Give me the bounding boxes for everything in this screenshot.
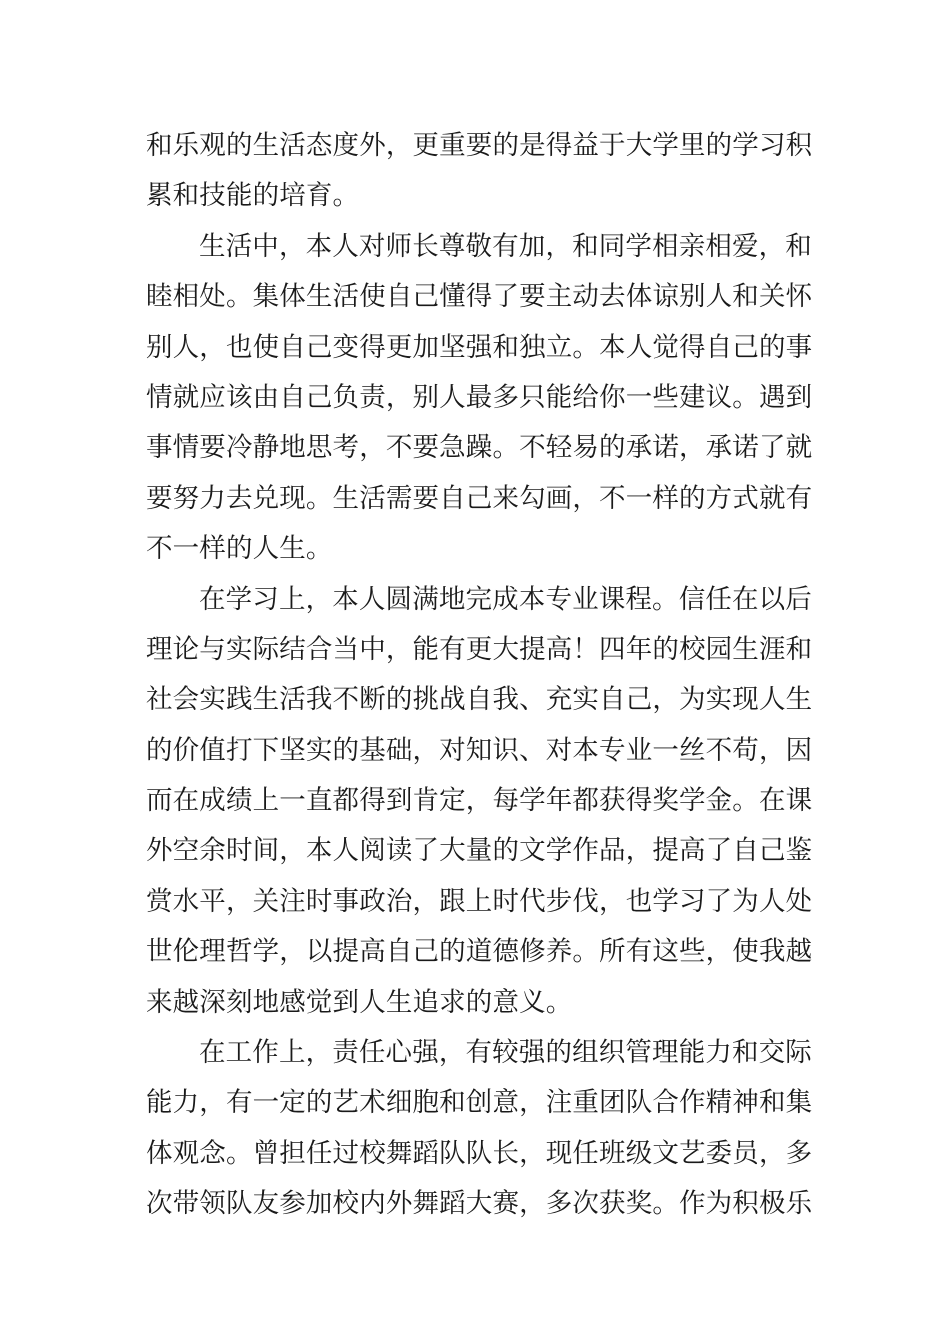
text-line: 睦相处。集体生活使自己懂得了要主动去体谅别人和关怀 [146,281,813,313]
text-line: 能力，有一定的艺术细胞和创意，注重团队合作精神和集 [146,1087,813,1119]
text-line: 不一样的人生。 [146,533,333,565]
paragraph-3 [146,575,813,1029]
text-line: 生活中，本人对师长尊敬有加，和同学相亲相爱，和 [199,230,812,262]
paragraph-1 [146,121,813,222]
text-line: 次带领队友参加校内外舞蹈大赛，多次获奖。作为积极乐 [146,1188,813,1220]
text-line: 别人，也使自己变得更加坚强和独立。本人觉得自己的事 [146,331,813,363]
text-line: 世伦理哲学，以提高自己的道德修养。所有这些，使我越 [146,936,813,968]
text-line: 的价值打下坚实的基础，对知识、对本专业一丝不苟，因 [146,734,813,766]
text-line: 社会实践生活我不断的挑战自我、充实自己，为实现人生 [146,684,813,716]
text-line: 理论与实际结合当中，能有更大提高！四年的校园生涯和 [146,633,813,665]
text-line: 事情要冷静地思考，不要急躁。不轻易的承诺，承诺了就 [146,432,813,464]
text-line: 要努力去兑现。生活需要自己来勾画，不一样的方式就有 [146,482,813,514]
text-line: 和乐观的生活态度外，更重要的是得益于大学里的学习积 [146,130,813,161]
document-body [146,121,813,1230]
text-line: 累和技能的培育。 [146,180,360,212]
text-line: 而在成绩上一直都得到肯定，每学年都获得奖学金。在课 [146,785,813,817]
text-line: 在工作上，责任心强，有较强的组织管理能力和交际 [199,1037,812,1069]
text-line: 外空余时间，本人阅读了大量的文学作品，提高了自己鉴 [146,835,813,867]
text-line: 赏水平，关注时事政治，跟上时代步伐，也学习了为人处 [146,885,813,917]
text-line: 体观念。曾担任过校舞蹈队队长，现任班级文艺委员，多 [146,1137,813,1169]
paragraph-2 [146,222,813,575]
text-line: 在学习上，本人圆满地完成本专业课程。信任在以后 [199,583,812,615]
paragraph-4 [146,1028,813,1230]
text-line: 情就应该由自己负责，别人最多只能给你一些建议。遇到 [146,381,813,413]
text-line: 来越深刻地感觉到人生追求的意义。 [146,986,573,1018]
